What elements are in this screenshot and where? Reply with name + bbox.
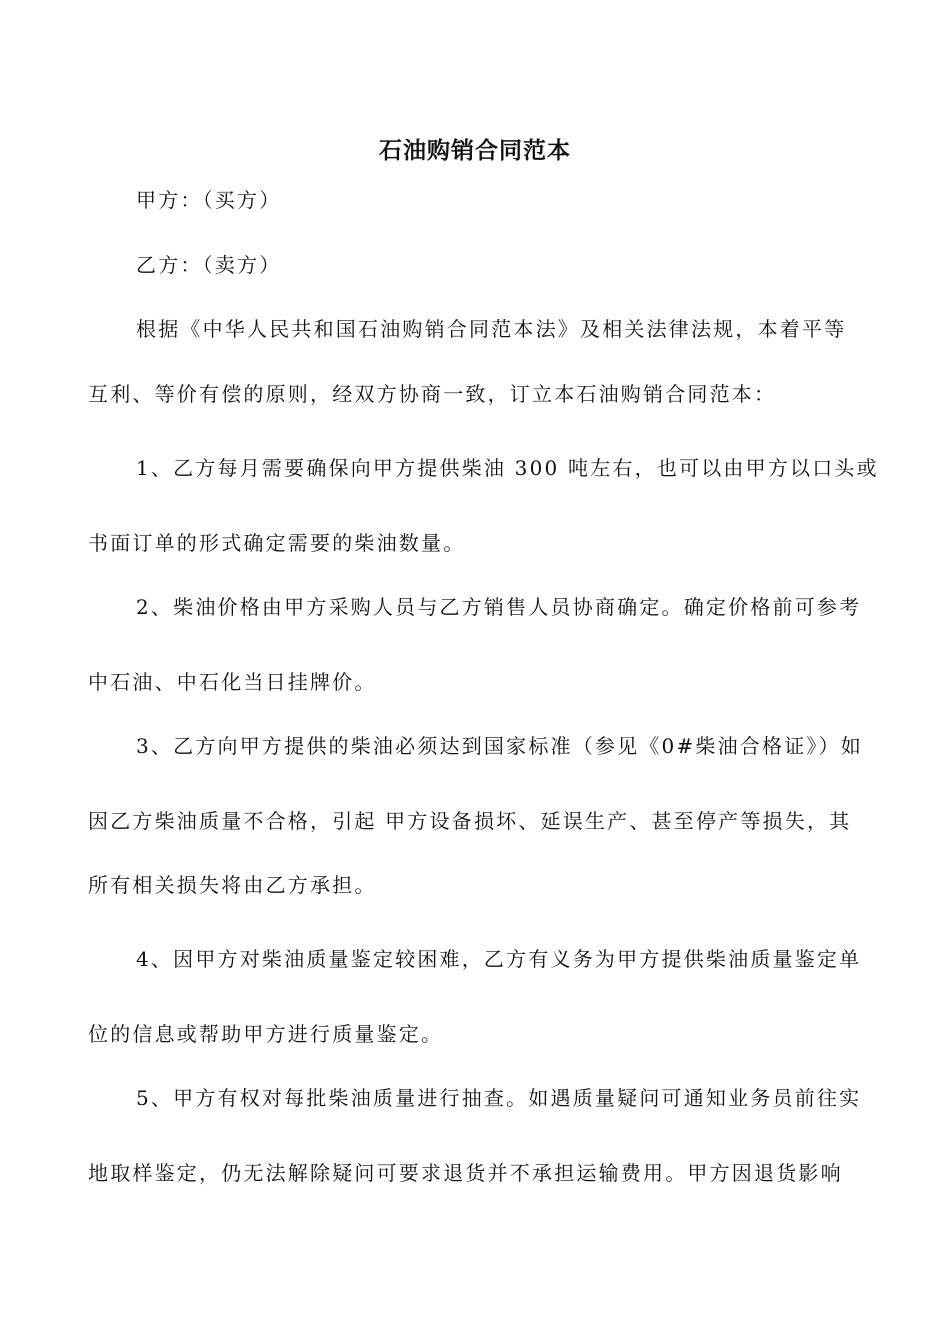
party-a-line: 甲方：（买方）: [136, 188, 282, 212]
clause-3-line-3: 所有相关损失将由乙方承担。: [88, 873, 377, 897]
clause-4-line-2: 位的信息或帮助甲方进行质量鉴定。: [88, 1022, 444, 1046]
clause-4-line-1: 4、因甲方对柴油质量鉴定较困难，乙方有义务为甲方提供柴油质量鉴定单: [136, 947, 862, 971]
preamble-line-2: 互利、等价有偿的原则，经双方协商一致，订立本石油购销合同范本：: [88, 382, 777, 406]
clause-1-line-1: 1、乙方每月需要确保向甲方提供柴油 300 吨左右，也可以由甲方以口头或: [136, 456, 879, 480]
clause-3-line-1: 3、乙方向甲方提供的柴油必须达到国家标准（参见《0#柴油合格证》）如: [136, 734, 864, 758]
clause-2-line-2: 中石油、中石化当日挂牌价。: [88, 670, 377, 694]
clause-2-line-1: 2、柴油价格由甲方采购人员与乙方销售人员协商确定。确定价格前可参考: [136, 595, 862, 619]
party-b-line: 乙方：（卖方）: [136, 253, 282, 277]
preamble-line-1: 根据《中华人民共和国石油购销合同范本法》及相关法律法规，本着平等: [136, 317, 847, 341]
document-title: 石油购销合同范本: [379, 137, 571, 164]
clause-5-line-2: 地取样鉴定，仍无法解除疑问可要求退货并不承担运输费用。甲方因退货影响: [88, 1161, 843, 1185]
clause-1-line-2: 书面订单的形式确定需要的柴油数量。: [88, 531, 466, 555]
clause-3-line-2: 因乙方柴油质量不合格，引起 甲方设备损坏、延误生产、甚至停产等损失，其: [88, 809, 852, 833]
clause-5-line-1: 5、甲方有权对每批柴油质量进行抽查。如遇质量疑问可通知业务员前往实: [136, 1086, 862, 1110]
